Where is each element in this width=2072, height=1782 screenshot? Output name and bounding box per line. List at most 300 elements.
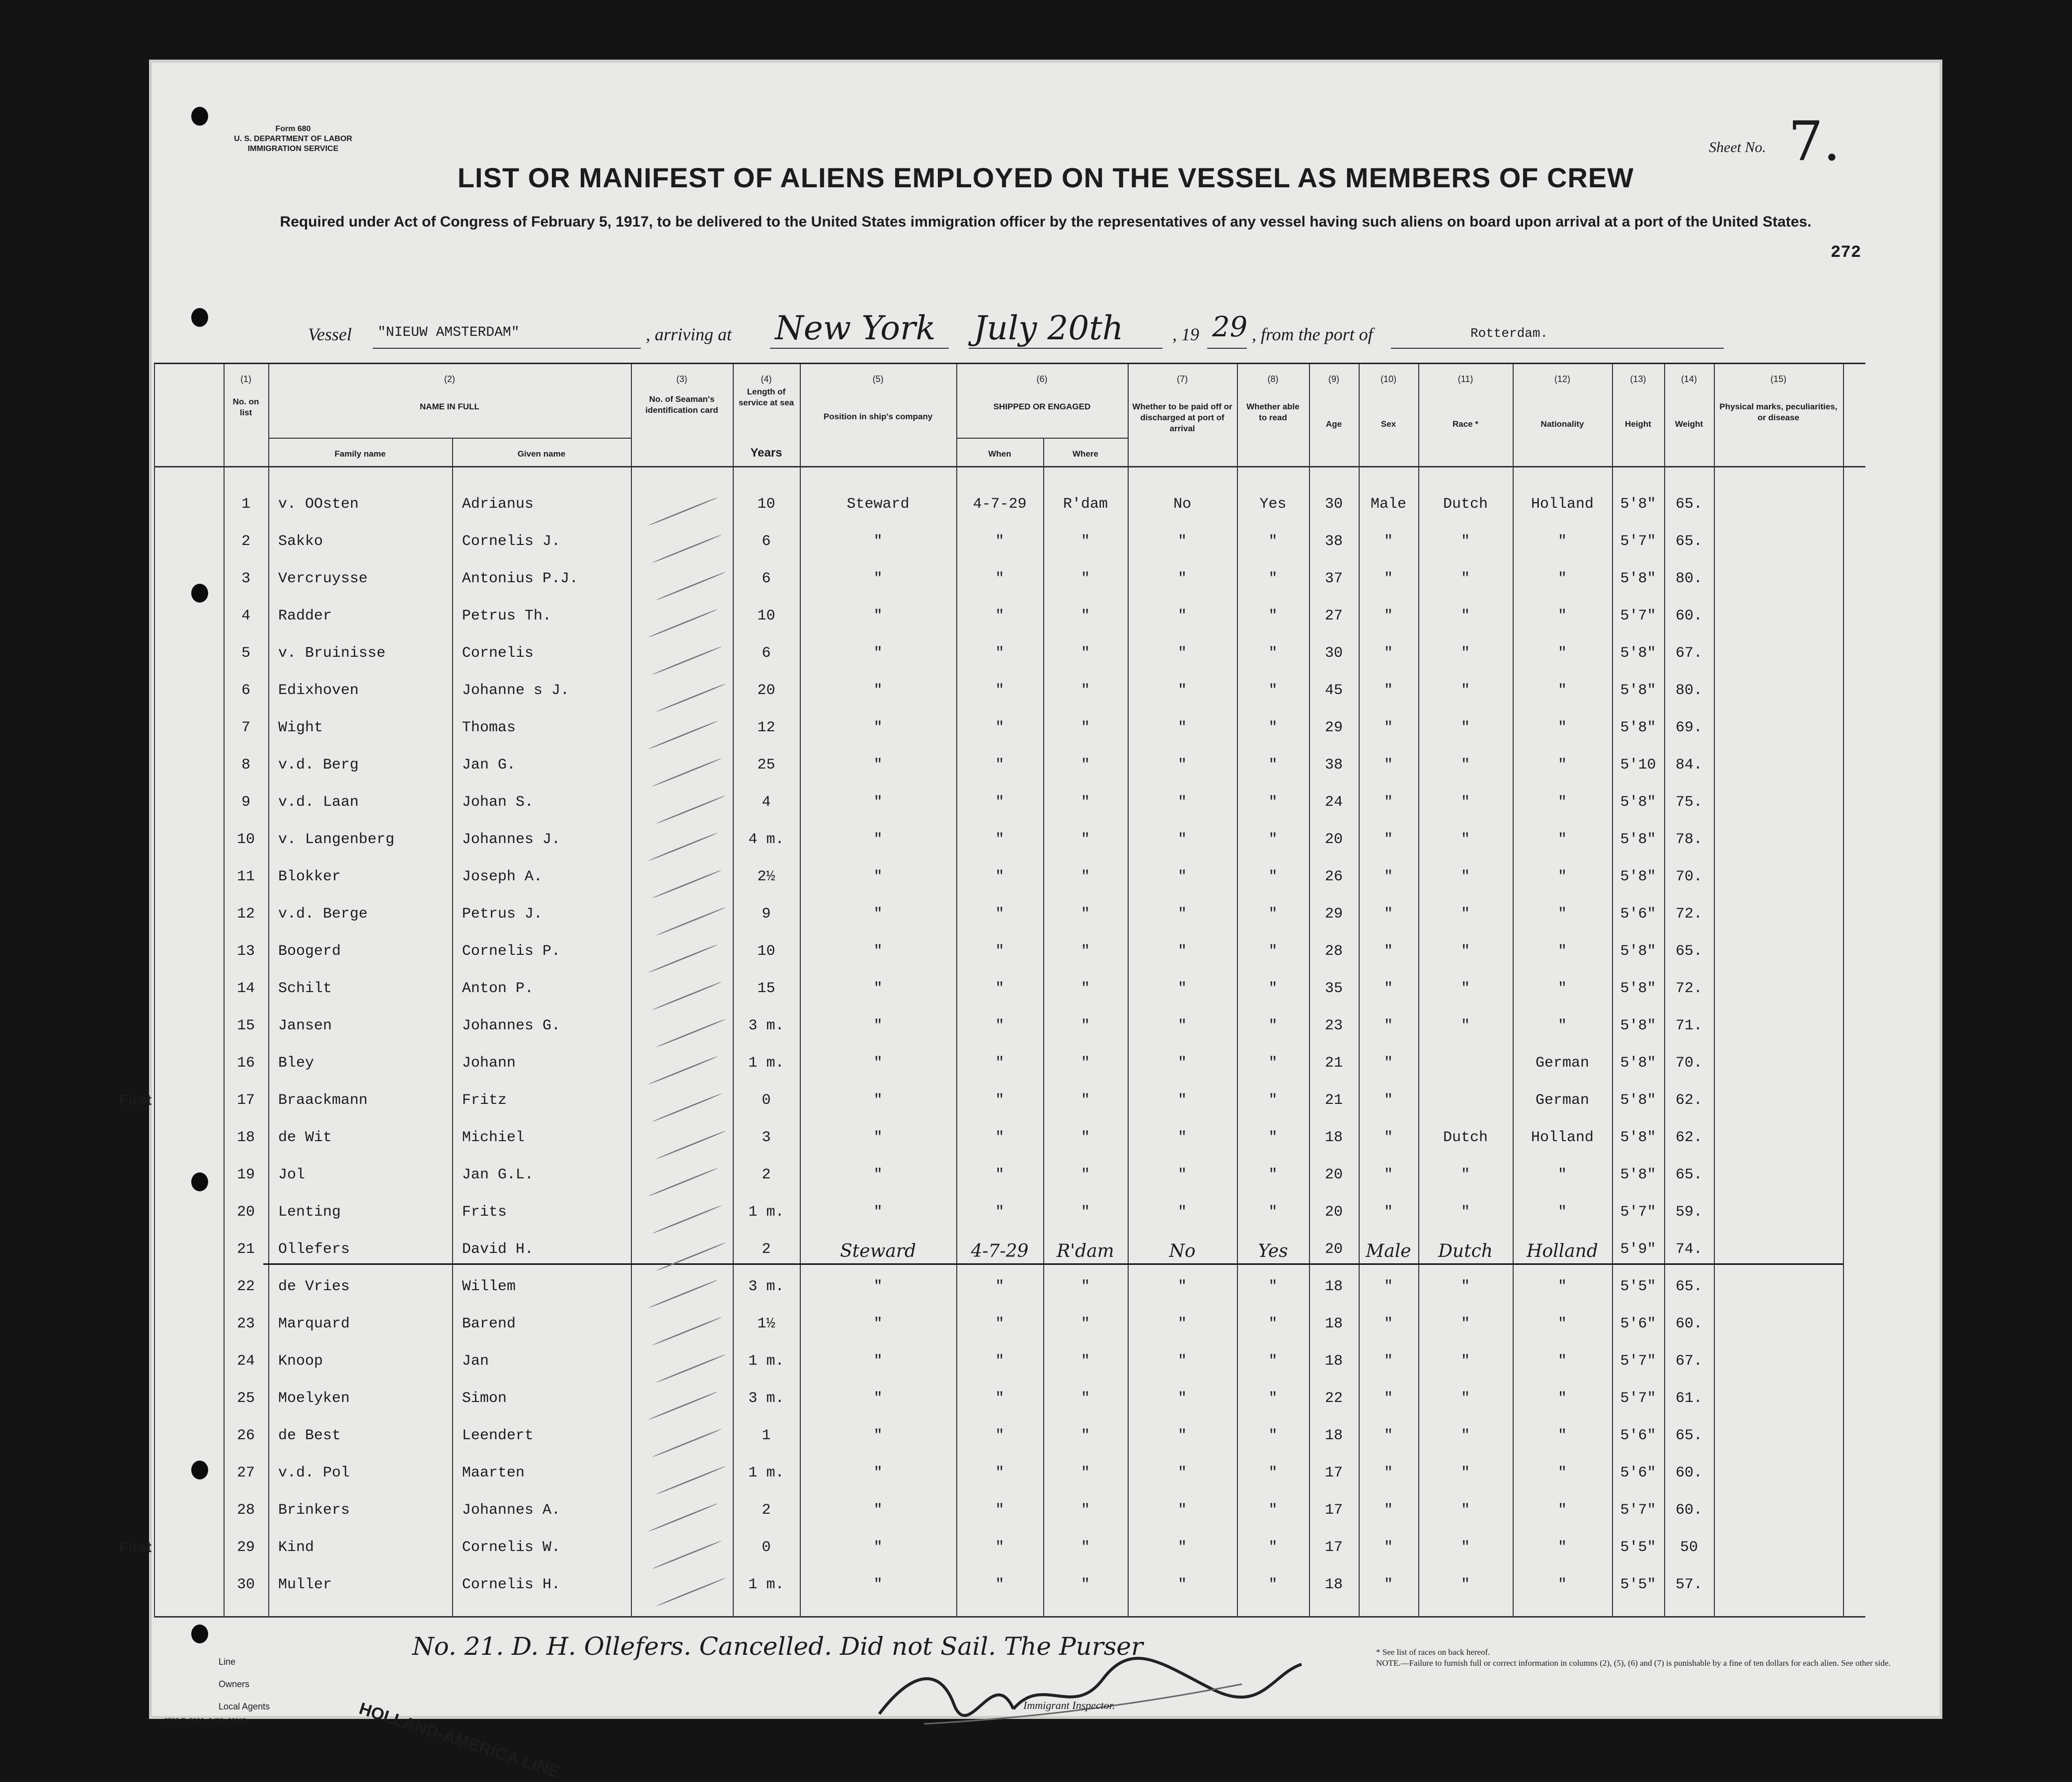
cell-position: ": [873, 1017, 883, 1034]
header-able-to-read: Whether able to read: [1246, 402, 1300, 422]
cell-nat: ": [1557, 980, 1567, 997]
cell-when: ": [995, 831, 1004, 848]
cell-family: Bley: [278, 1055, 314, 1072]
cell-service: 6: [762, 570, 771, 587]
cell-when: ": [995, 1166, 1004, 1183]
cell-weight: 65.: [1675, 496, 1702, 513]
cell-service: 0: [762, 1539, 771, 1556]
col-number: (8): [1267, 374, 1279, 384]
cell-sex: ": [1383, 1166, 1393, 1183]
cell-nat: Holland: [1531, 1129, 1594, 1146]
table-row: [154, 943, 1865, 973]
cell-read: ": [1268, 1502, 1278, 1519]
cell-family: Edixhoven: [278, 682, 359, 699]
cell-weight: 62.: [1675, 1092, 1702, 1109]
cell-where: ": [1080, 1427, 1090, 1444]
cell-where: ": [1080, 1539, 1090, 1556]
cell-paid: ": [1177, 1316, 1187, 1332]
cell-position: ": [873, 1166, 883, 1183]
cell-no: 22: [236, 1278, 255, 1295]
cell-read: ": [1268, 1278, 1278, 1295]
cell-height: 5'8": [1620, 1017, 1656, 1034]
cell-sex: ": [1383, 533, 1393, 550]
table-row: [154, 1353, 1865, 1383]
cell-weight: 65.: [1675, 943, 1702, 960]
cell-service: 3 m.: [748, 1017, 784, 1034]
cell-read: ": [1268, 1465, 1278, 1481]
cell-sex: ": [1383, 794, 1393, 811]
cell-race: Dutch: [1443, 1129, 1488, 1146]
cell-paid: ": [1177, 1278, 1187, 1295]
cell-read: ": [1268, 1204, 1278, 1221]
cell-where: ": [1080, 1316, 1090, 1332]
cell-height: 5'7": [1620, 608, 1656, 624]
cell-given: Adrianus: [462, 496, 534, 513]
cell-no: 30: [236, 1576, 255, 1593]
cell-age: 27: [1324, 608, 1343, 624]
cell-family: Brinkers: [278, 1502, 350, 1519]
cell-position: ": [873, 1502, 883, 1519]
cell-height: 5'5": [1620, 1576, 1656, 1593]
cell-weight: 50: [1680, 1539, 1698, 1556]
cell-race: ": [1460, 943, 1470, 960]
cell-where: ": [1080, 719, 1090, 736]
cell-service: 25: [757, 757, 775, 774]
cell-nat: ": [1557, 533, 1567, 550]
cell-sex: ": [1383, 1427, 1393, 1444]
table-row: [154, 980, 1865, 1010]
col-number: (5): [872, 374, 884, 384]
cell-sex: ": [1383, 1539, 1393, 1556]
cell-position: ": [873, 533, 883, 550]
cell-no: 27: [236, 1465, 255, 1481]
header-race: Race *: [1453, 419, 1478, 429]
cell-paid: ": [1177, 1427, 1187, 1444]
cell-no: 2: [241, 533, 250, 550]
cell-given: Fritz: [462, 1092, 507, 1109]
cell-when: ": [995, 1465, 1004, 1481]
col-number: (11): [1458, 374, 1473, 384]
cell-height: 5'7": [1620, 533, 1656, 550]
cell-nat: German: [1535, 1055, 1590, 1072]
cell-nat: ": [1557, 645, 1567, 662]
cell-given: Johannes A.: [462, 1502, 561, 1519]
cell-read: ": [1268, 1055, 1278, 1072]
cell-age: 35: [1324, 980, 1343, 997]
cell-weight: 65.: [1675, 1278, 1702, 1295]
cell-race: ": [1460, 1204, 1470, 1221]
cell-race: ": [1460, 1390, 1470, 1407]
cell-position: ": [873, 1278, 883, 1295]
cell-weight: 80.: [1675, 682, 1702, 699]
cell-given: Leendert: [462, 1427, 534, 1444]
cell-read: ": [1268, 1353, 1278, 1370]
cell-paid: ": [1177, 1204, 1187, 1221]
cell-read: ": [1268, 1539, 1278, 1556]
cell-age: 24: [1324, 794, 1343, 811]
header-position: Position in ship's company: [823, 412, 933, 421]
cell-read: ": [1268, 533, 1278, 550]
cell-where: ": [1080, 1353, 1090, 1370]
cell-service: 0: [762, 1092, 771, 1109]
cell-race: ": [1460, 570, 1470, 587]
agents-label: Local Agents: [219, 1702, 270, 1711]
col-number: (13): [1630, 374, 1646, 384]
table-row: [154, 868, 1865, 898]
cell-sex: ": [1383, 868, 1393, 885]
cell-no: 19: [236, 1166, 255, 1183]
punch-hole: [191, 107, 208, 126]
cell-race: ": [1460, 757, 1470, 774]
cell-no: 10: [236, 831, 255, 848]
manifest-title: LIST OR MANIFEST OF ALIENS EMPLOYED ON THE VESSEL AS MEMBERS OF CREW: [457, 162, 1634, 193]
cell-service: 10: [757, 608, 775, 624]
cell-read: ": [1268, 757, 1278, 774]
cell-given: Jan G.: [462, 757, 516, 774]
cell-weight: 75.: [1675, 794, 1702, 811]
cell-where: ": [1080, 831, 1090, 848]
cell-sex: ": [1383, 906, 1393, 923]
cell-weight: 67.: [1675, 1353, 1702, 1370]
cell-given: Barend: [462, 1316, 516, 1332]
cell-no: 6: [241, 682, 250, 699]
cell-height: 5'8": [1620, 980, 1656, 997]
print-code: 3783 T.-5000. 3-'28. 66119.: [164, 1716, 248, 1724]
cell-service: 1 m.: [748, 1353, 784, 1370]
cell-height: 5'8": [1620, 868, 1656, 885]
cell-paid: ": [1177, 533, 1187, 550]
table-row: [154, 831, 1865, 861]
cell-sex: ": [1383, 1390, 1393, 1407]
cell-position: ": [873, 1055, 883, 1072]
cell-nat: ": [1557, 1539, 1567, 1556]
cell-service: 4: [762, 794, 771, 811]
cell-where: ": [1080, 1055, 1090, 1072]
cell-read: ": [1268, 943, 1278, 960]
arrival-port: New York: [775, 309, 936, 347]
cell-where: ": [1080, 794, 1090, 811]
cell-given: Maarten: [462, 1465, 525, 1481]
cell-read: ": [1268, 1017, 1278, 1034]
cell-paid: ": [1177, 1576, 1187, 1593]
cell-when: 4-7-29: [971, 1241, 1029, 1261]
cell-race: Dutch: [1438, 1241, 1493, 1261]
cell-where: ": [1080, 682, 1090, 699]
col-number: (2): [444, 374, 455, 384]
header-years: Years: [750, 446, 782, 460]
cell-height: 5'6": [1620, 1316, 1656, 1332]
cell-family: Moelyken: [278, 1390, 350, 1407]
cell-service: 12: [757, 719, 775, 736]
cell-where: ": [1080, 608, 1090, 624]
header-paid-off: Whether to be paid off or discharged at port of arrival: [1132, 402, 1232, 433]
cell-when: ": [995, 868, 1004, 885]
cell-paid: ": [1177, 980, 1187, 997]
cell-family: de Best: [278, 1427, 341, 1444]
table-row: [154, 1390, 1865, 1420]
cell-read: ": [1268, 1316, 1278, 1332]
cell-no: 14: [236, 980, 255, 997]
cell-age: 18: [1324, 1278, 1343, 1295]
cell-paid: ": [1177, 1092, 1187, 1109]
service-name: IMMIGRATION SERVICE: [247, 145, 339, 153]
cell-race: ": [1460, 1166, 1470, 1183]
cell-no: 18: [236, 1129, 255, 1146]
cell-family: v.d. Pol: [278, 1465, 350, 1481]
cell-height: 5'8": [1620, 496, 1656, 513]
cell-nat: ": [1557, 868, 1567, 885]
cell-given: Johan S.: [462, 794, 534, 811]
cell-given: Willem: [462, 1278, 516, 1295]
cell-when: ": [995, 1502, 1004, 1519]
cell-read: Yes: [1259, 496, 1287, 513]
cell-nat: Holland: [1527, 1241, 1598, 1261]
cell-height: 5'8": [1620, 1129, 1656, 1146]
cell-height: 5'5": [1620, 1278, 1656, 1295]
cell-weight: 70.: [1675, 868, 1702, 885]
header-family-name: Family name: [334, 449, 386, 459]
table-row: [154, 1502, 1865, 1532]
cell-family: Blokker: [278, 868, 341, 885]
cell-given: Michiel: [462, 1129, 525, 1146]
cell-position: ": [873, 757, 883, 774]
cell-paid: ": [1177, 1390, 1187, 1407]
cell-when: 4-7-29: [973, 496, 1027, 513]
cell-position: ": [873, 943, 883, 960]
cell-age: 29: [1324, 719, 1343, 736]
cell-nat: ": [1557, 1204, 1567, 1221]
table-row: [154, 757, 1865, 786]
manifest-subtitle: Required under Act of Congress of February 5, 1917, to be delivered to the United States immigration officer by the representatives of any vessel having such aliens on board upon arrival at a port of the United States.: [280, 214, 1812, 230]
cell-given: Cornelis H.: [462, 1576, 561, 1593]
cell-family: Jansen: [278, 1017, 332, 1034]
cell-where: ": [1080, 1166, 1090, 1183]
table-row: [154, 1166, 1865, 1196]
cell-read: ": [1268, 1427, 1278, 1444]
cell-given: Antonius P.J.: [462, 570, 579, 587]
cell-family: de Wit: [278, 1129, 332, 1146]
table-row: [154, 1427, 1865, 1457]
cell-where: ": [1080, 1390, 1090, 1407]
col-number: (7): [1177, 374, 1188, 384]
cell-paid: ": [1177, 570, 1187, 587]
cell-sex: ": [1383, 719, 1393, 736]
cell-given: Jan G.L.: [462, 1166, 534, 1183]
cell-where: ": [1080, 1017, 1090, 1034]
cell-family: Ollefers: [278, 1241, 350, 1258]
cell-where: ": [1080, 980, 1090, 997]
cell-position: ": [873, 719, 883, 736]
owners-label: Owners: [219, 1679, 250, 1689]
header-nationality: Nationality: [1540, 419, 1584, 429]
cell-nat: ": [1557, 1278, 1567, 1295]
header-physical-marks: Physical marks, peculiarities, or disease: [1719, 402, 1838, 422]
cell-paid: No: [1173, 496, 1191, 513]
header-where: Where: [1073, 449, 1098, 459]
cell-position: ": [873, 645, 883, 662]
cell-marker: First: [119, 1092, 152, 1108]
cell-paid: ": [1177, 1353, 1187, 1370]
cell-no: 15: [236, 1017, 255, 1034]
cell-read: ": [1268, 1166, 1278, 1183]
cell-age: 21: [1324, 1092, 1343, 1109]
cell-where: ": [1080, 906, 1090, 923]
col-number: (10): [1380, 374, 1396, 384]
cell-when: ": [995, 1427, 1004, 1444]
cell-nat: ": [1557, 682, 1567, 699]
cell-read: ": [1268, 980, 1278, 997]
cell-service: 1 m.: [748, 1465, 784, 1481]
cell-service: 1: [762, 1427, 771, 1444]
cell-when: ": [995, 570, 1004, 587]
cell-service: 3: [762, 1129, 771, 1146]
cell-when: ": [995, 1576, 1004, 1593]
cell-no: 23: [236, 1316, 255, 1332]
vessel-name: "NIEUW AMSTERDAM": [378, 325, 520, 340]
arrival-date: July 20th: [974, 309, 1124, 347]
arriving-label: , arriving at: [646, 324, 732, 344]
cell-read: ": [1268, 1576, 1278, 1593]
cell-paid: ": [1177, 1055, 1187, 1072]
col-number: (15): [1770, 374, 1786, 384]
cell-sex: ": [1383, 1278, 1393, 1295]
cell-read: ": [1268, 831, 1278, 848]
cell-no: 12: [236, 906, 255, 923]
table-row: [154, 533, 1865, 563]
cell-read: ": [1268, 682, 1278, 699]
cell-service: 15: [757, 980, 775, 997]
cell-age: 37: [1324, 570, 1343, 587]
cell-read: ": [1268, 719, 1278, 736]
cell-age: 20: [1324, 1204, 1343, 1221]
cell-given: Johann: [462, 1055, 516, 1072]
cell-paid: No: [1169, 1241, 1196, 1261]
cell-service: 3 m.: [748, 1390, 784, 1407]
cell-weight: 72.: [1675, 906, 1702, 923]
cell-weight: 59.: [1675, 1204, 1702, 1221]
cell-family: Marquard: [278, 1316, 350, 1332]
cell-sex: ": [1383, 1576, 1393, 1593]
table-row: [154, 608, 1865, 637]
cell-given: David H.: [462, 1241, 534, 1258]
cell-family: Boogerd: [278, 943, 341, 960]
from-port: Rotterdam.: [1470, 326, 1548, 341]
cell-height: 5'6": [1620, 1427, 1656, 1444]
cell-given: Cornelis W.: [462, 1539, 561, 1556]
cell-nat: ": [1557, 608, 1567, 624]
cell-age: 26: [1324, 868, 1343, 885]
cell-no: 4: [241, 608, 250, 624]
cell-nat: German: [1535, 1092, 1590, 1109]
cell-position: ": [873, 1204, 883, 1221]
footnote-races: * See list of races on back hereof.: [1376, 1647, 1490, 1657]
cell-family: Radder: [278, 608, 332, 624]
cell-family: v.d. Berge: [278, 906, 368, 923]
cell-age: 20: [1324, 1241, 1343, 1258]
cell-service: 2: [762, 1502, 771, 1519]
cell-race: ": [1460, 794, 1470, 811]
cell-position: ": [873, 868, 883, 885]
header-given-name: Given name: [517, 449, 566, 459]
cell-race: ": [1460, 645, 1470, 662]
cell-read: ": [1268, 608, 1278, 624]
cell-sex: ": [1383, 1055, 1393, 1072]
cell-service: 1 m.: [748, 1055, 784, 1072]
cell-sex: ": [1383, 570, 1393, 587]
cell-height: 5'8": [1620, 1092, 1656, 1109]
cell-service: 2: [762, 1166, 771, 1183]
cell-where: ": [1080, 1502, 1090, 1519]
cell-paid: ": [1177, 645, 1187, 662]
sheet-label: Sheet No.: [1709, 139, 1766, 155]
cell-where: ": [1080, 1092, 1090, 1109]
col-number: (14): [1681, 374, 1697, 384]
cell-sex: ": [1383, 831, 1393, 848]
cell-when: ": [995, 1278, 1004, 1295]
inspector-signature: [864, 1644, 1311, 1739]
cell-sex: ": [1383, 1204, 1393, 1221]
vessel-label: Vessel: [308, 324, 352, 344]
cell-age: 18: [1324, 1316, 1343, 1332]
col-number: (3): [676, 374, 688, 384]
cell-given: Joseph A.: [462, 868, 543, 885]
cell-where: R'dam: [1063, 496, 1108, 513]
cell-weight: 80.: [1675, 570, 1702, 587]
col-number: (12): [1554, 374, 1570, 384]
table-row: [154, 645, 1865, 675]
cell-age: 38: [1324, 533, 1343, 550]
line-stamp: HOLLAND-AMERICA LINE: [357, 1699, 562, 1782]
cell-height: 5'6": [1620, 906, 1656, 923]
cell-nat: ": [1557, 1427, 1567, 1444]
row-21-strikethrough: [263, 1263, 1843, 1265]
cell-age: 18: [1324, 1576, 1343, 1593]
cell-no: 26: [236, 1427, 255, 1444]
cell-nat: Holland: [1531, 496, 1594, 513]
cell-paid: ": [1177, 794, 1187, 811]
cell-where: ": [1080, 645, 1090, 662]
cell-when: ": [995, 1055, 1004, 1072]
cell-sex: ": [1383, 943, 1393, 960]
cell-where: ": [1080, 1465, 1090, 1481]
sheet-number: 7.: [1788, 109, 1841, 173]
cell-given: Anton P.: [462, 980, 534, 997]
cell-position: ": [873, 1316, 883, 1332]
cell-nat: ": [1557, 757, 1567, 774]
cell-where: ": [1080, 533, 1090, 550]
cell-age: 20: [1324, 1166, 1343, 1183]
cell-family: Kind: [278, 1539, 314, 1556]
cell-nat: ": [1557, 570, 1567, 587]
cell-service: 1½: [757, 1316, 775, 1332]
table-row: [154, 1204, 1865, 1234]
cell-sex: Male: [1370, 496, 1406, 513]
year-prefix: , 19: [1172, 324, 1199, 344]
cell-when: ": [995, 533, 1004, 550]
cell-age: 29: [1324, 906, 1343, 923]
cell-family: Braackmann: [278, 1092, 368, 1109]
cell-when: ": [995, 682, 1004, 699]
cell-paid: ": [1177, 1539, 1187, 1556]
cell-family: Muller: [278, 1576, 332, 1593]
cell-age: 18: [1324, 1353, 1343, 1370]
cell-given: Johannes G.: [462, 1017, 561, 1034]
cell-nat: ": [1557, 1390, 1567, 1407]
cell-height: 5'8": [1620, 943, 1656, 960]
cell-paid: ": [1177, 1166, 1187, 1183]
header-shipped-engaged: SHIPPED OR ENGAGED: [993, 402, 1091, 411]
cell-where: R'dam: [1057, 1241, 1114, 1261]
